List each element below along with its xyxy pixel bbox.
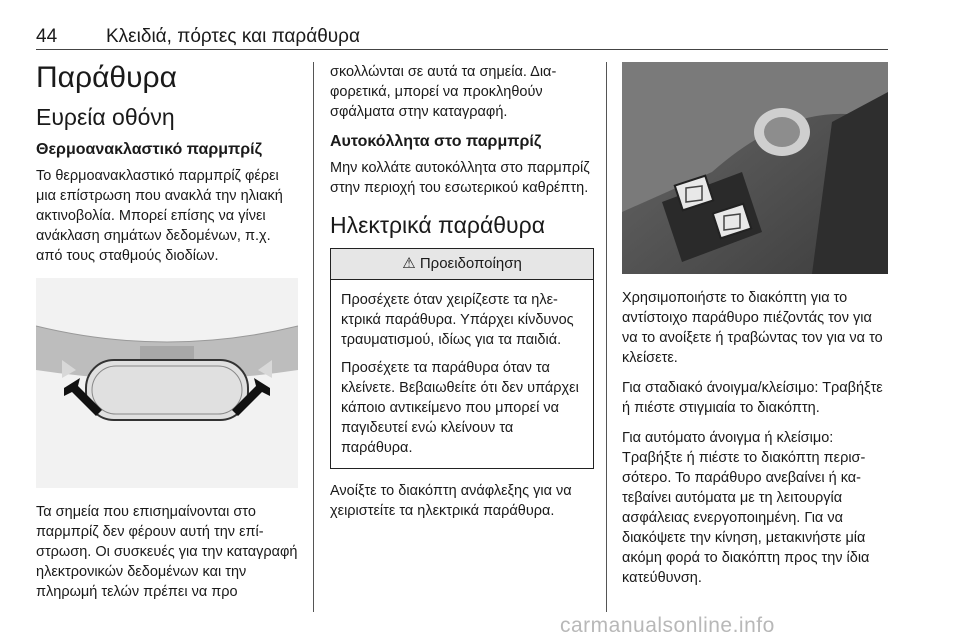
windscreen-mirror-illustration — [36, 278, 298, 488]
page-number: 44 — [36, 26, 58, 47]
window-switch-photo — [622, 62, 888, 274]
column-1 — [36, 62, 298, 612]
body-paragraph: Για αυτόματο άνοιγμα ή κλείσιμο: Τραβήξτε ή πιέστε το διακόπτη περισσότερο. Το παράθυρο ανεβαίνει ή κατεβαίνει αυτόματα με τη λειτουργία ασφάλειας ενεργοποιημένη. Για να διακόψετε την κίνηση, μετακινήστε μία ακόμη φορά το διακόπτη προς την ίδια κατεύθυνση. — [622, 430, 870, 586]
column-divider — [606, 62, 607, 612]
topic-heading: Θερμοανακλαστικό παρμπρίζ — [36, 141, 262, 158]
body-paragraph: Χρησιμοποιήστε το διακόπτη για το αντίστοιχο παράθυρο πιέζοντάς τον για να το ανοίξετε ή τραβώντας τον για να το κλείσετε. — [622, 290, 883, 366]
subsection-title: Ευρεία οθόνη — [36, 104, 175, 130]
running-title: Κλειδιά, πόρτες και παράθυρα — [106, 26, 360, 47]
page-header — [36, 22, 886, 52]
warning-box — [330, 248, 594, 469]
column-3 — [622, 62, 888, 598]
body-paragraph: Μην κολλάτε αυτοκόλλητα στο παρμπρίζ στην περιοχή του εσωτερικού καθρέπτη. — [330, 160, 590, 196]
column-2 — [330, 62, 594, 531]
warning-triangle-icon: ⚠ — [402, 255, 416, 272]
warning-body — [331, 280, 593, 468]
body-paragraph: Τα σημεία που επισημαίνονται στο παρμπρίζ δεν φέρουν αυτή την επίστρωση. Οι συσκευές για την καταγραφή ηλεκτρονικών δεδομένων και την πληρωμή τελών πρέπει να προ — [36, 504, 298, 600]
body-paragraph: Το θερμοανακλαστικό παρμπρίζ φέρει μια επίστρωση που ανακλά την ηλιακή ακτινοβολία. Μπορεί επίσης να γίνει ανάκλαση σημάτων δεδομένων, π.χ. από τους σταθμούς διοδίων. — [36, 168, 283, 264]
warning-header — [331, 249, 593, 280]
topic-heading: Αυτοκόλλητα στο παρμπρίζ — [330, 133, 542, 150]
body-paragraph: Ανοίξτε το διακόπτη ανάφλεξης για να χειριστείτε τα ηλεκτρικά παράθυρα. — [330, 483, 572, 519]
warning-paragraph: Προσέχετε τα παράθυρα όταν τα κλείνετε. Βεβαιωθείτε ότι δεν υπάρχει κάποιο αντικείμενο που μπορεί να παγιδευτεί ενώ κλείνουν τα παράθυρα. — [341, 360, 579, 456]
section-title: Παράθυρα — [36, 61, 177, 94]
subsection-title: Ηλεκτρικά παράθυρα — [330, 212, 546, 238]
warning-title: Προειδοποίηση — [419, 255, 522, 272]
body-paragraph: σκολλώνται σε αυτά τα σημεία. Διαφορετικά, μπορεί να προκληθούν σφάλματα στην καταγραφή. — [330, 64, 557, 120]
header-rule — [36, 49, 888, 50]
warning-paragraph: Προσέχετε όταν χειρίζεστε τα ηλεκτρικά παράθυρα. Υπάρχει κίνδυνος τραυματισμού, ιδίως για τα παιδιά. — [341, 292, 574, 348]
column-divider — [313, 62, 314, 612]
watermark: carmanualsonline.info — [560, 614, 775, 637]
body-paragraph: Για σταδιακό άνοιγμα/κλείσιμο: Τραβήξτε ή πιέστε στιγμιαία το διακόπτη. — [622, 380, 883, 416]
